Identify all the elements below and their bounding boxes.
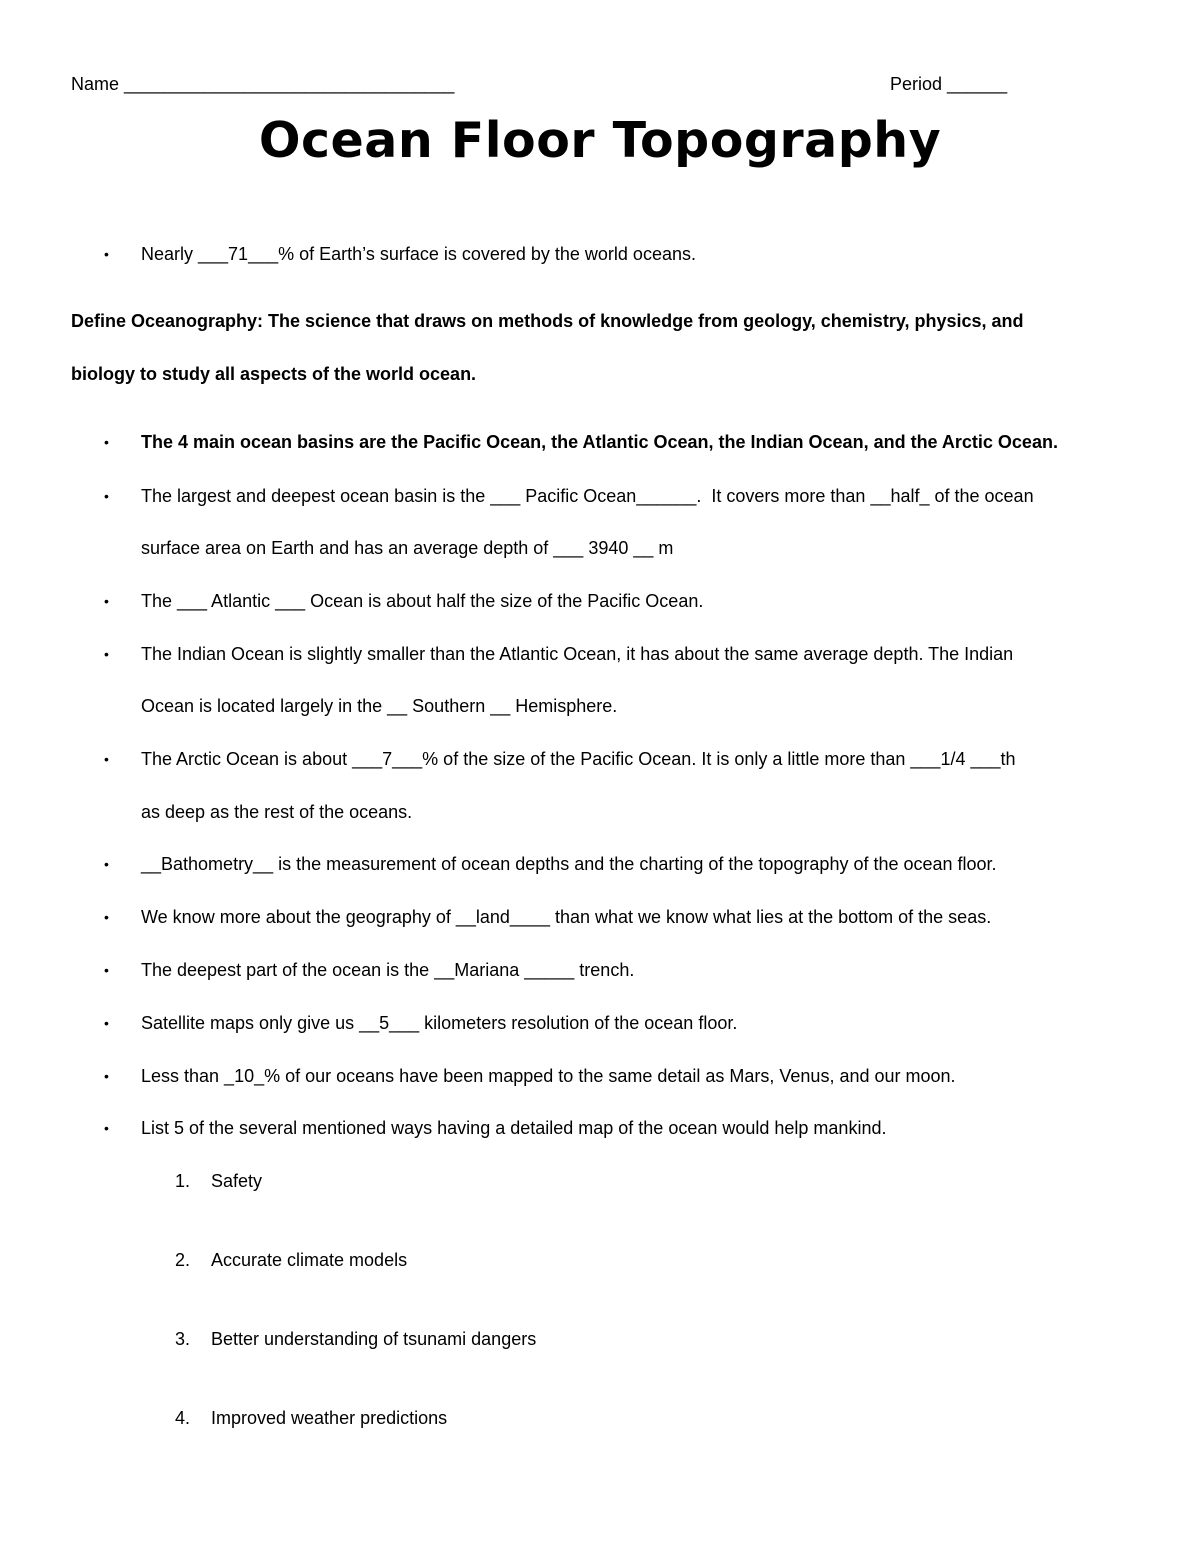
list-item: Accurate climate models (211, 1250, 408, 1270)
list-item: Improved weather predictions (211, 1408, 448, 1428)
bullet-icon: • (104, 1015, 109, 1031)
item-largest-line-2: surface area on Earth and has an average depth of ___ 3940 __ m (141, 538, 674, 558)
item-indian-line-2: Ocean is located largely in the __ Southern __ Hemisphere. (141, 696, 618, 716)
definition-line-2: biology to study all aspects of the world ocean. (71, 364, 477, 384)
bullet-icon: • (104, 909, 109, 925)
definition-line-1: Define Oceanography: The science that draws on methods of knowledge from geology, chemistry, physics, and (71, 311, 1024, 331)
item-indian-line-1: The Indian Ocean is slightly smaller than the Atlantic Ocean, it has about the same average depth. The Indian (141, 644, 1014, 664)
bullet-icon: • (104, 751, 109, 767)
bullet-icon: • (104, 434, 109, 450)
item-arctic-line-1: The Arctic Ocean is about ___7___% of the size of the Pacific Ocean. It is only a little more than ___1/4 ___th (141, 749, 1016, 769)
item-satellite: Satellite maps only give us __5___ kilometers resolution of the ocean floor. (141, 1013, 738, 1033)
page-title: Ocean Floor Topography (258, 112, 942, 169)
bullet-icon: • (104, 593, 109, 609)
list-item: Safety (211, 1171, 263, 1191)
item-bathometry: __Bathometry__ is the measurement of ocean depths and the charting of the topography of the ocean floor. (141, 854, 997, 874)
item-deepest: The deepest part of the ocean is the __Mariana _____ trench. (141, 960, 635, 980)
list-item-number: 4. (175, 1408, 191, 1428)
item-atlantic: The ___ Atlantic ___ Ocean is about half the size of the Pacific Ocean. (141, 591, 704, 611)
bullet-icon: • (104, 962, 109, 978)
item-earth-surface: Nearly ___71___% of Earth’s surface is covered by the world oceans. (141, 244, 696, 264)
name-field: Name _________________________________ (71, 74, 455, 94)
bullet-icon: • (104, 856, 109, 872)
bullet-icon: • (104, 488, 109, 504)
item-less-than: Less than _10_% of our oceans have been mapped to the same detail as Mars, Venus, and our moon. (141, 1066, 956, 1086)
item-largest-line-1: The largest and deepest ocean basin is the ___ Pacific Ocean______. It covers more than __half_ of the ocean (141, 486, 1034, 506)
bullet-icon: • (104, 246, 109, 262)
period-field: Period ______ (890, 74, 1008, 94)
list-item-number: 3. (175, 1329, 191, 1349)
bullet-icon: • (104, 646, 109, 662)
list-item-number: 1. (175, 1171, 191, 1191)
item-arctic-line-2: as deep as the rest of the oceans. (141, 802, 413, 822)
list-item-number: 2. (175, 1250, 191, 1270)
bullet-icon: • (104, 1068, 109, 1084)
item-basins: The 4 main ocean basins are the Pacific Ocean, the Atlantic Ocean, the Indian Ocean, and the Arctic Ocean. (141, 432, 1058, 452)
item-geography: We know more about the geography of __land____ than what we know what lies at the bottom of the seas. (141, 907, 992, 927)
item-list-five: List 5 of the several mentioned ways having a detailed map of the ocean would help mankind. (141, 1118, 887, 1138)
bullet-icon: • (104, 1120, 109, 1136)
list-item: Better understanding of tsunami dangers (211, 1329, 537, 1349)
